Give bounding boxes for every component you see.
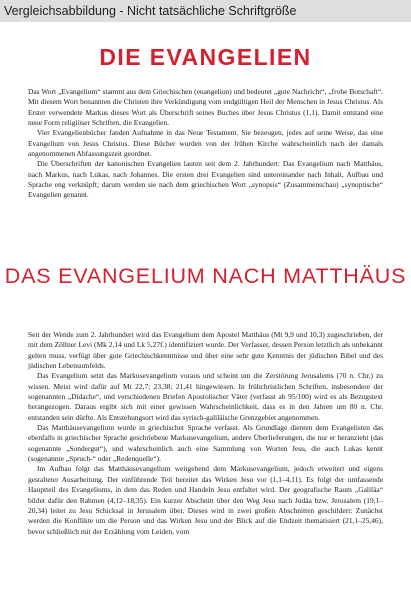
comparison-banner: Vergleichsabbildung - Nicht tatsächliche Schriftgröße: [0, 0, 411, 22]
paragraph: Die Überschriften der kanonischen Evangelien lauten seit dem 2. Jahrhundert: Das Evangelium nach Matthäus, nach Markus, nach Lukas, nach Johannes. Die ersten drei Evangelien sind untereinander nach Inhalt, Aufbau und Sprache eng verknüpft; darum werden sie nach dem griechischen Wort „synopsis“ (Zusammenschau) „synoptische“ Evangelien genannt.: [28, 159, 383, 200]
heading-evangelium-matthaeus: DAS EVANGELIUM NACH MATTHÄUS: [4, 264, 407, 288]
paragraph: Das Matthäusevangelium wurde in griechischer Sprache verfasst. Als Grundlage dienten dem Evangelisten das ebenfalls in griechischer Sprache geschriebene Markusevangelium, andere Überlieferungen, die nur er heranzieht (das sogenannte „Sondergut“), und wahrscheinlich auch eine Sammlung von Worten Jesu, die auch Lukas kennt (sogenannte „Spruch-“ oder „Redenquelle“).: [28, 423, 383, 464]
paragraph: Im Aufbau folgt das Matthäusevangelium weitgehend dem Markusevangelium, jedoch erweitert und eigens gestalteter Ausarbeitung. Der einführende Teil bereitet das Wirken Jesu vor (1,1–4,11). Es folgt der umfassende Hauptteil des Evangeliums, in dem das Reden und Handeln Jesu entfaltet wird. Der geografische Raum „Galiläa“ bildet dafür den Rahmen (4,12–18,35). Ein kurzer Abschnitt über den Weg Jesu nach Judäa bzw. Jerusalem (19,1–20,34) leitet zu Jesu Schicksal in Jerusalem über. Dieses wird in zwei großen Abschnitten geschildert: Zunächst werden die Konflikte um die Person und das Wirken Jesu und der Blick auf die Endzeit thematisiert (21,1–25,46), bevor schließlich mit der Erzählung vom Leiden, vom: [28, 464, 383, 536]
paragraph: Vier Evangelienbücher fanden Aufnahme in das Neue Testament. Sie bezeugen, jedes auf seine Weise, das eine Evangelium von Jesus Christus. Diese Bücher wurden von der frühen Kirche wahrscheinlich nach der damals angenommenen Abfassungszeit geordnet.: [28, 128, 383, 159]
paragraph: Das Wort „Evangelium“ stammt aus dem Griechischen (euangelion) und bedeutet „gute Nachricht“, „frohe Botschaft“. Mit diesem Wort benannten die Christen ihre Verkündigung vom endgültigen Heil der Menschen in Jesus Christus. Als Erster verwendete Markus dieses Wort als Überschrift seines Buches über Jesus Christus (1,1). Damit entstand eine neue Form religiöser Schriften, die Evangelien.: [28, 87, 383, 128]
heading-die-evangelien: DIE EVANGELIEN: [99, 44, 312, 70]
paragraph: Seit der Wende zum 2. Jahrhundert wird das Evangelium dem Apostel Matthäus (Mt 9,9 und 10,3) zugeschrieben, der mit dem Zöllner Levi (Mk 2,14 und Lk 5,27f.) identifiziert wurde. Der Verfasser, dessen Person letztlich als unbekannt gelten muss, verfügt über gute Griechischkenntnisse und über eine sehr gute Kenntnis der jüdischen Bibel und des jüdischen Lebensumfelds.: [28, 330, 383, 371]
paragraph: Das Evangelium setzt das Markusevangelium voraus und scheint um die Zerstörung Jerusalems (70 n. Chr.) zu wissen. Meist wird dafür auf Mt 22,7; 23,38; 21,41 hingewiesen. In frühchristlichen Schriften, insbesondere der sogenannten „Didache“, und verschiedenen Briefen Apostolischer Väter (verfasst ab 95/100) wird es als Bezugstext herangezogen. Daraus ergibt sich mit einer gewissen Wahrscheinlichkeit, dass es in den Jahren um 80 n. Chr. entstanden sein dürfte. Als Entstehungsort wird das syrisch-galiläische Grenzgebiet angenommen.: [28, 371, 383, 422]
section-evangelien-text: [28, 87, 383, 201]
section-matthaeus-text: [28, 330, 383, 537]
